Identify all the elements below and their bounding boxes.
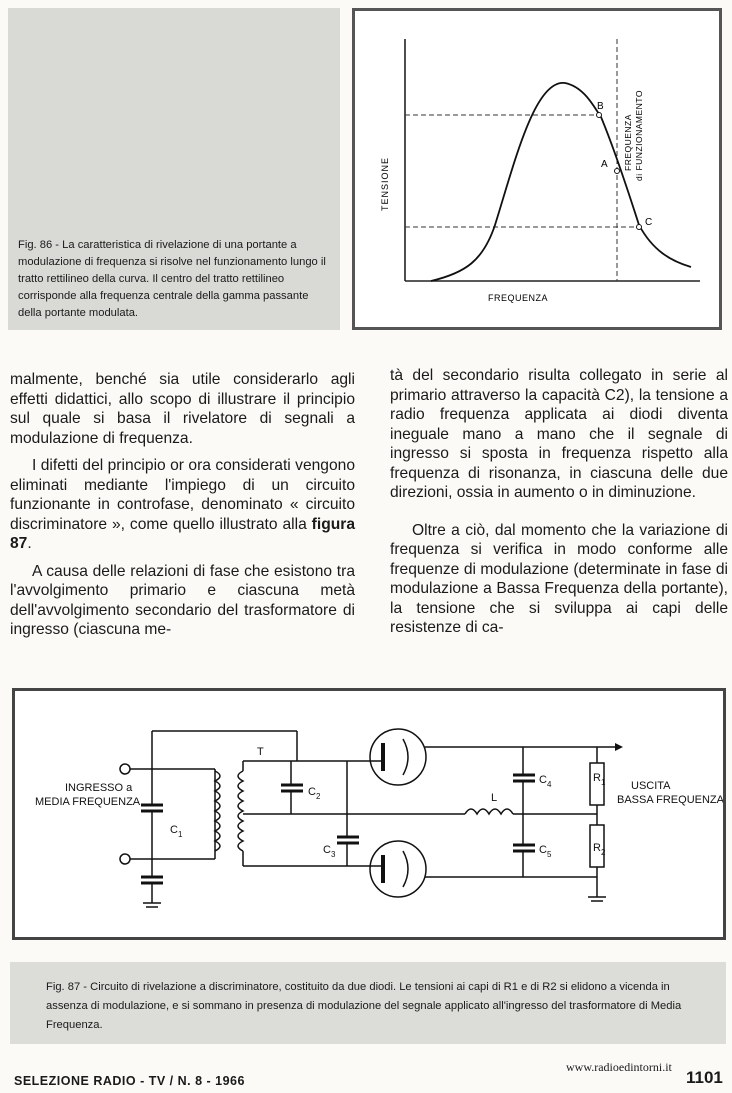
body-column-right	[390, 366, 728, 646]
svg-text:2: 2	[316, 792, 321, 801]
paragraph-1: malmente, benché sia utile considerarlo agli effetti didattici, allo scopo di illustrare il principio sul quale si basa il rivelatore di segnali a modulazione di frequenza.	[10, 371, 355, 447]
svg-text:4: 4	[547, 780, 552, 789]
fig87-caption-label: Fig. 87	[46, 981, 81, 993]
point-a	[615, 169, 620, 174]
input-terminal-bottom	[120, 854, 130, 864]
point-b	[597, 113, 602, 118]
label-l: L	[491, 792, 498, 804]
paragraph-5: Oltre a ciò, dal momento che la variazione di frequenza si verifica in modo conforme alle frequenze di modulazione (determinate in fase di modulazione a Bassa Frequenza della portante), la tensione che si sviluppa ai capi delle resistenze di ca-	[390, 521, 728, 636]
transformer-secondary	[238, 771, 243, 851]
center-frequency-label-2: di FUNZIONAMENTO	[634, 90, 644, 181]
diode-top	[370, 729, 426, 785]
y-axis-label: TENSIONE	[380, 156, 390, 211]
paragraph-2: I difetti del principio or ora considerati vengono eliminati mediante l'impiego di un circuito funzionante in controfase, denominato « circuito discriminatore », come quello illustrato alla figura 87.	[10, 457, 355, 552]
point-a-label: A	[601, 159, 608, 170]
body-column-left	[10, 370, 355, 648]
page-number: 1101	[686, 1068, 723, 1087]
svg-text:1: 1	[178, 830, 183, 839]
fig86-caption	[18, 237, 330, 322]
point-b-label: B	[597, 101, 604, 112]
paragraph-4: tà del secondario risulta collegato in serie al primario attraverso la capacità C2), la tensione a radio frequenza applicata ai diodi diventa ineguale mano a mano che il segnale di ingresso si sposta in frequenza rispetto alla frequenza di risonanza, in ciascuna delle due direzioni, ossia in aumento o in diminuzione.	[390, 367, 728, 501]
footer-url[interactable]: www.radioedintorni.it	[566, 1060, 672, 1074]
fig87-caption	[46, 978, 706, 1035]
fig86-caption-box	[8, 8, 340, 330]
output-label-2: BASSA FREQUENZA	[617, 794, 723, 806]
fig86-caption-text: - La caratteristica di rivelazione di una portante a modulazione di frequenza si risolve nel funzionamento lungo il tratto rettilineo della curva. Il centro del tratto rettilineo corrisponde alla frequenza centrale della gamma passante della portante modulata.	[18, 239, 326, 319]
inductor-l	[465, 809, 513, 814]
label-c1: C	[170, 824, 178, 836]
discriminator-schematic	[15, 691, 723, 937]
input-label-2: MEDIA FREQUENZA	[35, 796, 141, 808]
x-axis-label: FREQUENZA	[488, 293, 549, 303]
response-curve	[431, 83, 691, 281]
footer-publication: SELEZIONE RADIO - TV / N. 8 - 1966	[14, 1074, 245, 1088]
input-label-1: INGRESSO a	[65, 782, 133, 794]
fig86-caption-label: Fig. 86	[18, 239, 53, 251]
fig87-figure	[12, 688, 726, 940]
fig86-figure	[352, 8, 722, 330]
label-t: T	[257, 746, 264, 758]
label-c5: C	[539, 844, 547, 856]
label-c4: C	[539, 774, 547, 786]
input-terminal-top	[120, 764, 130, 774]
fig87-caption-text: - Circuito di rivelazione a discriminatore, costituito da due diodi. Le tensioni ai capi di R1 e di R2 si elidono a vicenda in assenza di modulazione, e si sommano in presenza di modulazione del segnale applicato all'ingresso del trasformatore di Media Frequenza.	[46, 981, 682, 1031]
figure-reference: figura 87	[10, 515, 355, 552]
label-r2: R	[593, 842, 601, 854]
center-frequency-label-1: FREQUENZA	[623, 114, 633, 171]
label-r1: R	[593, 772, 601, 784]
svg-text:3: 3	[331, 850, 336, 859]
fig86-graph	[355, 11, 719, 327]
label-c3: C	[323, 844, 331, 856]
output-label-1: USCITA	[631, 780, 671, 792]
point-c	[637, 225, 642, 230]
svg-text:2: 2	[601, 848, 606, 857]
diode-bottom	[370, 841, 426, 897]
paragraph-3: A causa delle relazioni di fase che esistono tra l'avvolgimento primario e ciascuna metà dell'avvolgimento secondario del trasformatore di ingresso (ciascuna me-	[10, 562, 355, 638]
fig87-caption-box	[10, 962, 726, 1044]
svg-text:5: 5	[547, 850, 552, 859]
svg-text:1: 1	[601, 778, 606, 787]
label-c2: C	[308, 786, 316, 798]
point-c-label: C	[645, 217, 653, 228]
